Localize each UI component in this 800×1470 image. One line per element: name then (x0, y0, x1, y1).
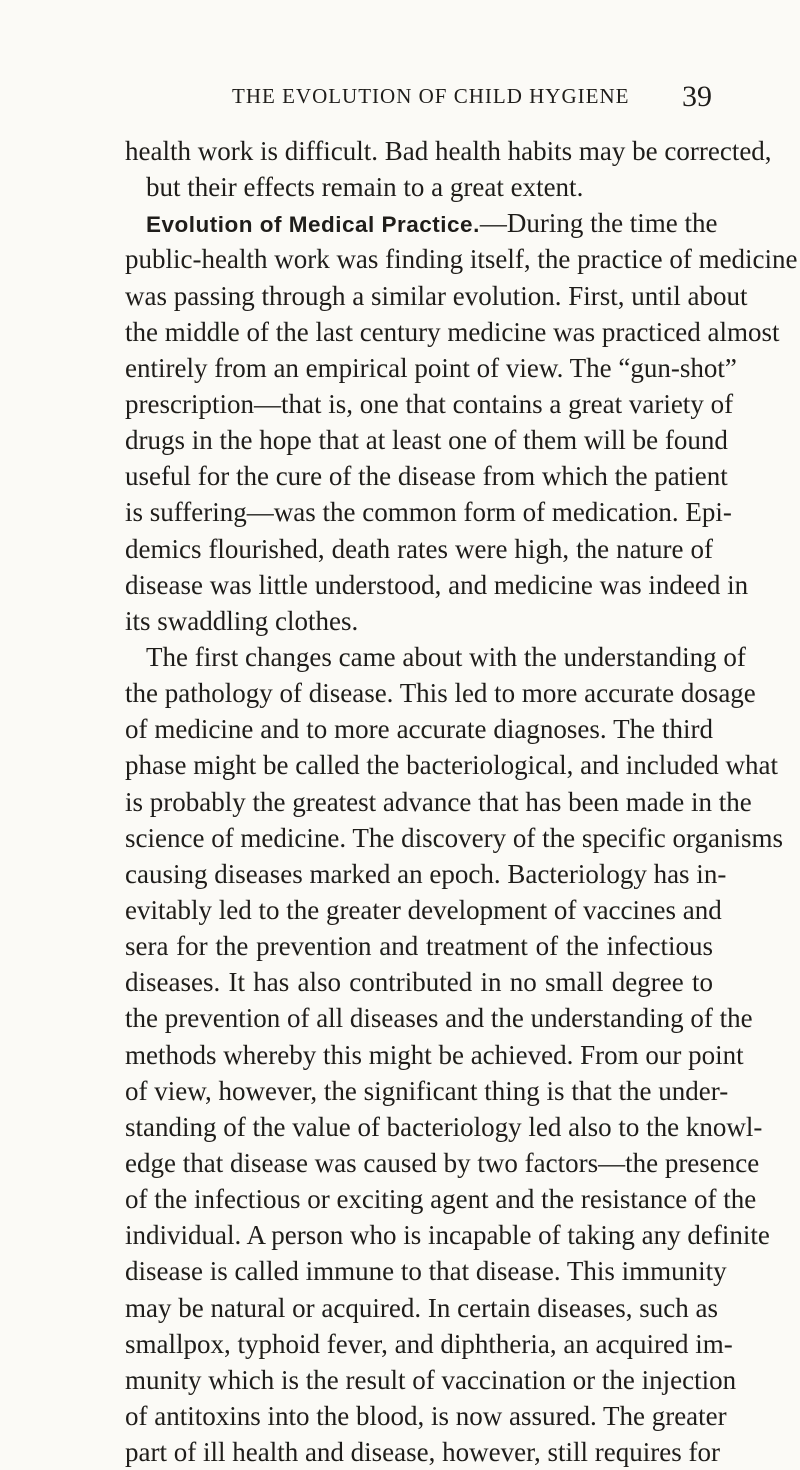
text-line: may be natural or acquired. In certain diseases, such as (125, 1292, 719, 1323)
text-line: entirely from an empirical point of view. The “gun-shot” (125, 352, 737, 383)
text-line: methods whereby this might be achieved. From our point (125, 1039, 744, 1070)
text-line: drugs in the hope that at least one of them will be found (125, 425, 728, 456)
text-line: of medicine and to more accurate diagnoses. The third (125, 714, 713, 745)
text-line: demics flourished, death rates were high, the nature of (125, 533, 713, 564)
body-text (125, 133, 798, 1470)
text-line: munity which is the result of vaccination or the injection (125, 1364, 737, 1395)
text-line: was passing through a similar evolution. First, until about (125, 280, 748, 311)
text-line: individual. A person who is incapable of taking any definite (125, 1220, 770, 1251)
section-heading-line (125, 205, 718, 241)
text-line: is probably the greatest advance that has been made in the (125, 786, 752, 817)
text-line: of antitoxins into the blood, is now assured. The greater (125, 1400, 727, 1431)
text-line: disease is called immune to that disease. This immunity (125, 1256, 727, 1287)
text-line: the pathology of disease. This led to more accurate dosage (125, 678, 756, 709)
text-line: phase might be called the bacteriological, and included what (125, 750, 779, 781)
text-line: of the infectious or exciting agent and the resistance of the (125, 1184, 757, 1215)
text-line: The first changes came about with the understanding of (146, 641, 746, 672)
text-line: its swaddling clothes. (125, 605, 359, 636)
text-line: the middle of the last century medicine was practiced almost (125, 316, 780, 347)
page-number: 39 (682, 80, 712, 113)
text-line: health work is difficult. Bad health habits may be corrected, (125, 136, 772, 166)
text-line: the prevention of all diseases and the understanding of the (125, 1003, 753, 1034)
text-line: evitably led to the greater development of vaccines and (125, 894, 722, 925)
text-line-continuation: —During the time the (479, 208, 718, 239)
text-line: public-health work was finding itself, the practice of medicine (125, 244, 798, 275)
text-line: disease was little understood, and medicine was indeed in (125, 569, 749, 600)
text-line: smallpox, typhoid fever, and diphtheria, an acquired im- (125, 1328, 733, 1359)
section-heading: Evolution of Medical Practice. (146, 212, 480, 238)
text-line: of view, however, the significant thing is that the under- (125, 1075, 729, 1106)
text-line: useful for the cure of the disease from which the patient (125, 461, 728, 492)
running-title: THE EVOLUTION OF CHILD HYGIENE (232, 84, 630, 108)
text-line: edge that disease was caused by two factors—the presence (125, 1147, 760, 1178)
running-head (172, 82, 712, 118)
text-line: part of ill health and disease, however, still requires for (125, 1437, 720, 1468)
text-line: prescription—that is, one that contains a great variety of (125, 388, 734, 419)
text-line: but their effects remain to a great extent. (146, 172, 584, 203)
text-line: diseases. It has also contributed in no small degree to (125, 967, 713, 998)
text-line: causing diseases marked an epoch. Bacteriology has in- (125, 858, 727, 889)
text-line: sera for the prevention and treatment of the infectious (125, 931, 713, 962)
text-line: is suffering—was the common form of medication. Epi- (125, 497, 732, 528)
text-line: standing of the value of bacteriology led also to the knowl- (125, 1111, 763, 1142)
text-line: science of medicine. The discovery of the specific organisms (125, 822, 784, 853)
